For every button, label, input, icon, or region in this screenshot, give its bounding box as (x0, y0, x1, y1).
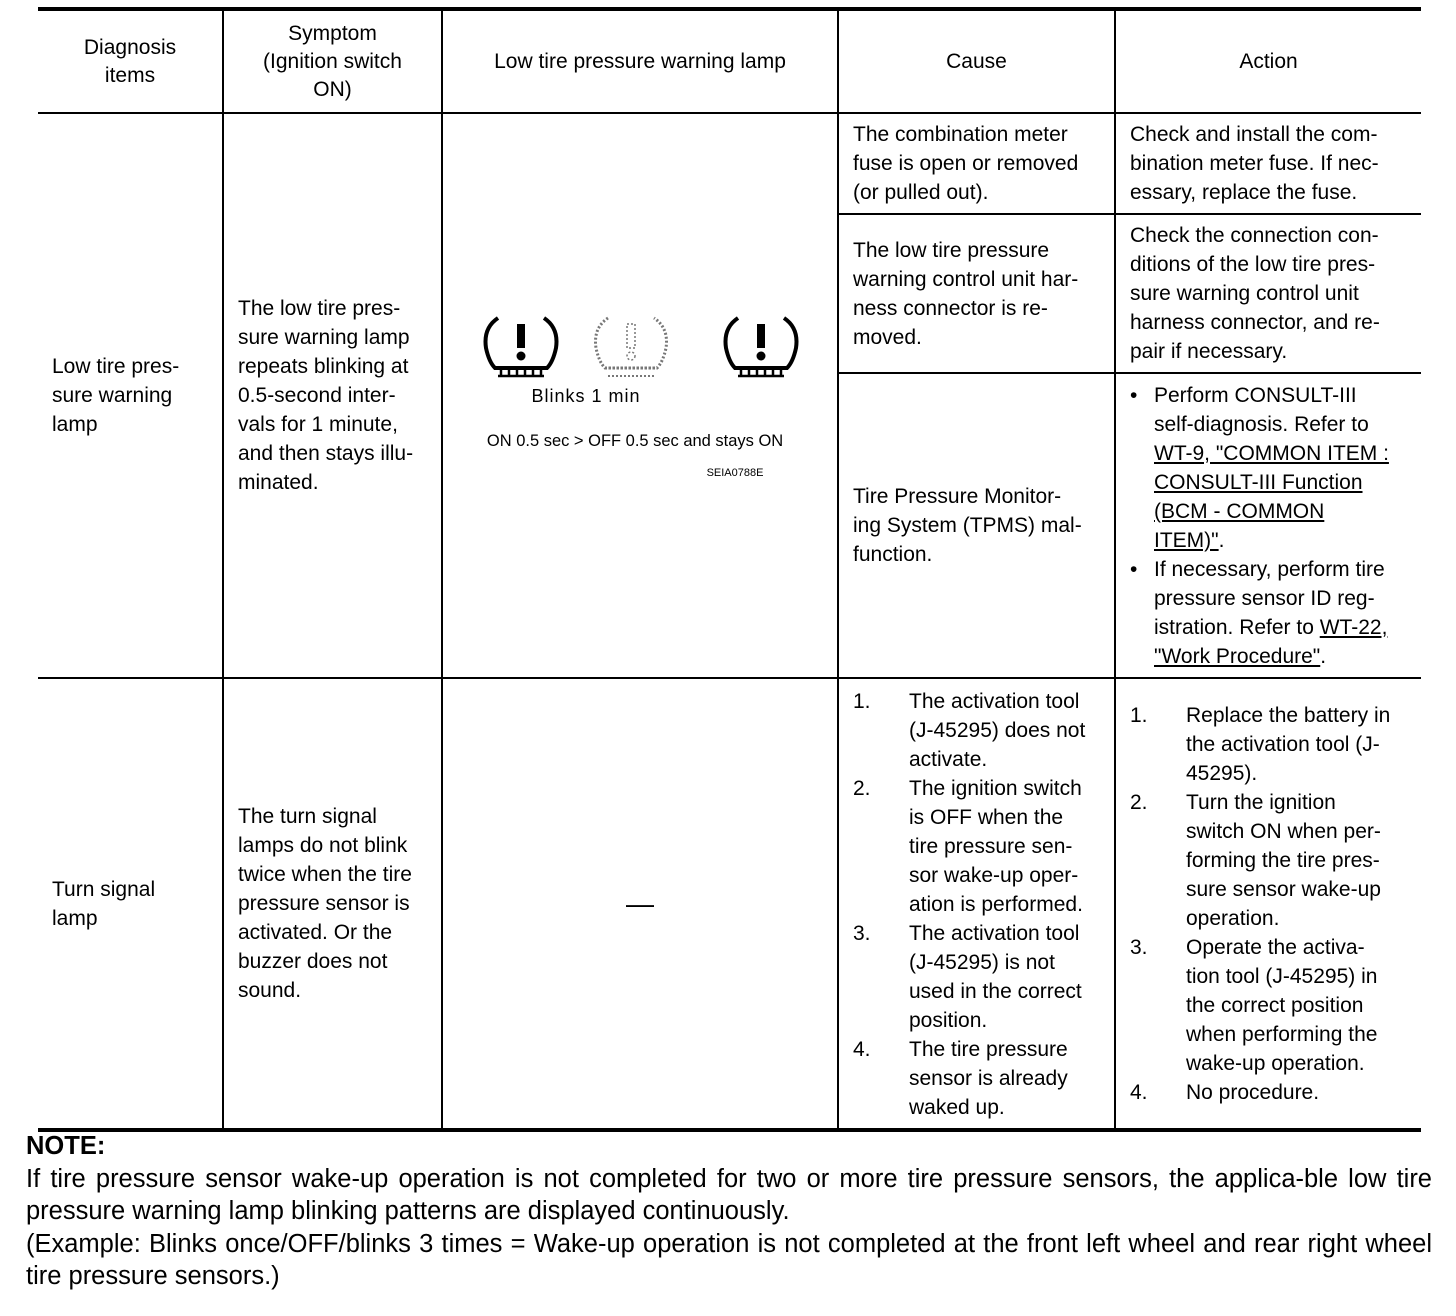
warning-lamp-none: — (442, 678, 838, 1130)
warning-lamp-figure (442, 113, 838, 678)
list-item: 4. The tire pressure sensor is already waked up. (853, 1038, 1068, 1119)
list-item: • Perform CONSULT-III self-diagnosis. Refer to WT-9, "COMMON ITEM : CONSULT-III Function (BCM - COMMON ITEM)". (1130, 383, 1389, 552)
link-wt-22[interactable]: WT-22, "Work Procedure" (1154, 615, 1388, 668)
figure-code: SEIA0788E (706, 466, 764, 479)
list-item: 3. The activation tool (J-45295) is not used in the correct position. (853, 922, 1082, 1032)
cause-turn-signal (838, 678, 1115, 1130)
header-symptom: Symptom (Ignition switch ON) (223, 9, 442, 113)
symptom-turn-signal: The turn signal lamps do not blink twice when the tire pressure sensor is activated. Or the buzzer does not sound. (223, 678, 442, 1130)
tire-warning-icon-on-2 (726, 318, 797, 376)
table-row-lamp-1 (38, 113, 1421, 214)
header-row (38, 9, 1421, 113)
figure-caption-blinks: Blinks 1 min (531, 385, 641, 406)
table-row-turn-signal (38, 678, 1421, 1130)
blink-pattern-figure (443, 296, 839, 496)
diagnosis-table (38, 7, 1421, 1132)
action-turn-signal (1115, 678, 1421, 1130)
action-turn-signal-list (1130, 701, 1407, 1107)
list-item: • If necessary, perform tire pressure sensor ID reg- istration. Refer to WT-22, "Work Procedure". (1130, 557, 1388, 668)
list-item: 2. Turn the ignition switch ON when per- forming the tire pres- sure sensor wake-up operation. (1130, 791, 1381, 930)
list-item: 2. The ignition switch is OFF when the tire pressure sen- sor wake-up oper- ation is performed. (853, 777, 1083, 916)
note-text-1: If tire pressure sensor wake-up operation is not completed for two or more tire pressure sensors, the applica-ble low tire pressure warning lamp blinking patterns are displayed continuously. (26, 1164, 1432, 1225)
cause-tpms: Tire Pressure Monitor- ing System (TPMS) mal- function. (838, 373, 1115, 678)
note-text-2: (Example: Blinks once/OFF/blinks 3 times = Wake-up operation is not completed at the front left wheel and rear right wheel tire pressure sensors.) (26, 1229, 1432, 1290)
tire-warning-icon-on (486, 318, 557, 376)
link-wt-9[interactable]: WT-9, "COMMON ITEM : CONSULT-III Function (BCM - COMMON ITEM)" (1154, 441, 1389, 552)
action-connector: Check the connection con- ditions of the low tire pres- sure warning control unit harness connector, and re- pair if necessary. (1115, 214, 1421, 373)
header-warning-lamp: Low tire pressure warning lamp (442, 9, 838, 113)
list-item: 1. The activation tool (J-45295) does not activate. (853, 690, 1086, 771)
list-item: 4. No procedure. (1130, 1081, 1320, 1104)
symptom-low-tire-lamp: The low tire pres- sure warning lamp repeats blinking at 0.5-second inter- vals for 1 minute, and then stays illu- minated. (223, 113, 442, 678)
note-title: NOTE: (26, 1132, 106, 1160)
action-tpms-list (1130, 381, 1407, 671)
tire-warning-icon-off (596, 318, 667, 376)
cause-fuse: The combination meter fuse is open or removed (or pulled out). (838, 113, 1115, 214)
action-fuse: Check and install the com- bination meter fuse. If nec- essary, replace the fuse. (1115, 113, 1421, 214)
list-item: 1. Replace the battery in the activation tool (J- 45295). (1130, 704, 1391, 785)
header-cause: Cause (838, 9, 1115, 113)
header-diagnosis-items: Diagnosis items (83, 35, 177, 87)
note-block (26, 1130, 1432, 1293)
list-item: 3. Operate the activa- tion tool (J-45295) in the correct position when performing the wake-up operation. (1130, 936, 1378, 1075)
header-action: Action (1115, 9, 1421, 113)
figure-caption-pattern: ON 0.5 sec > OFF 0.5 sec and stays ON (486, 430, 784, 450)
cause-turn-signal-list (853, 687, 1100, 1122)
action-tpms (1115, 373, 1421, 678)
diagnosis-item-low-tire-lamp: Low tire pres- sure warning lamp (52, 355, 180, 436)
cause-connector: The low tire pressure warning control unit har- ness connector is re- moved. (838, 214, 1115, 373)
diagnosis-item-turn-signal: Turn signal lamp (52, 877, 156, 930)
